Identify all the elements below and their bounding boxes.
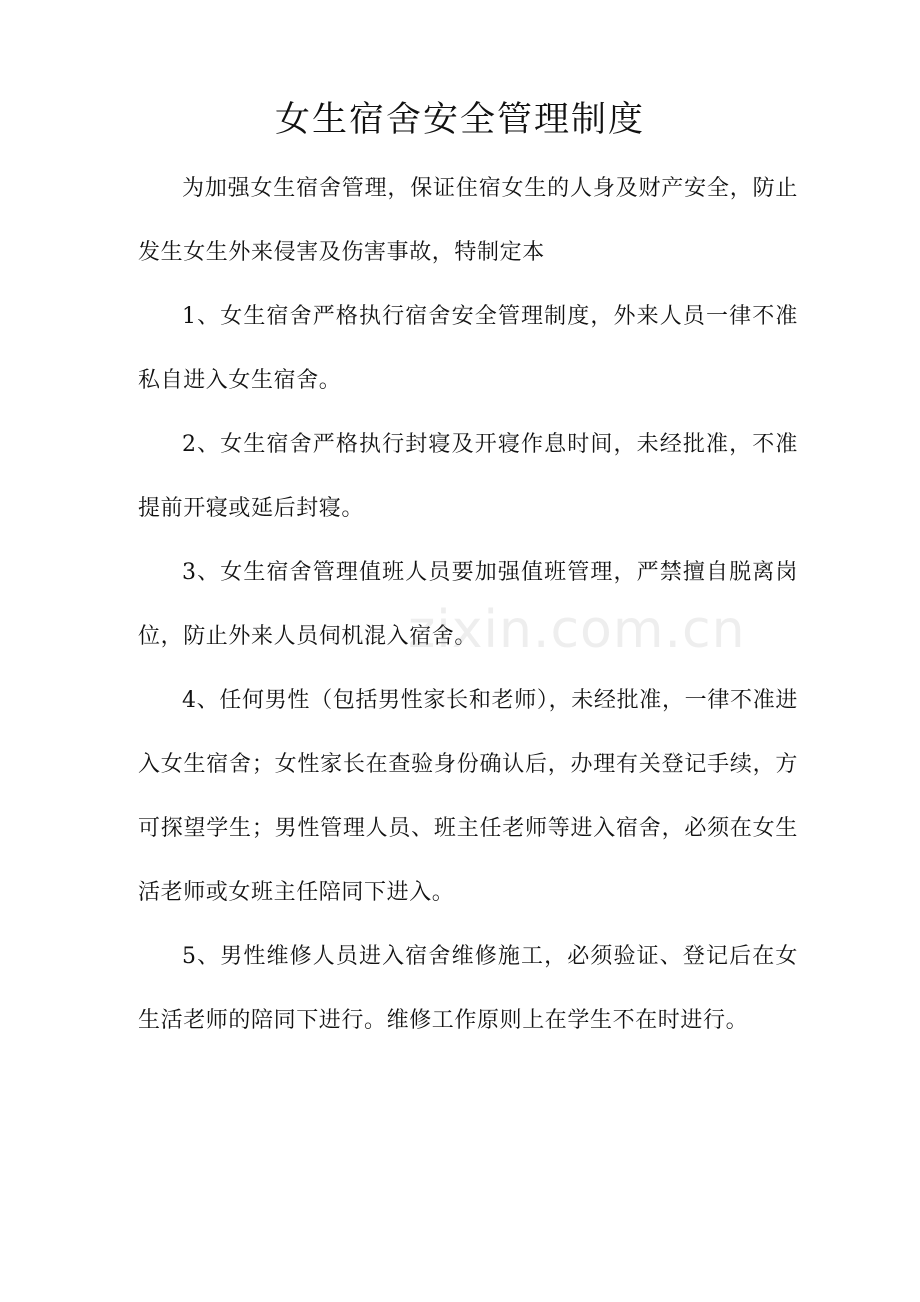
paragraph-rule-1: 1、女生宿舍严格执行宿舍安全管理制度，外来人员一律不准私自进入女生宿舍。: [138, 304, 798, 393]
paragraph-intro: 为加强女生宿舍管理，保证住宿女生的人身及财产安全，防止发生女生外来侵害及伤害事故，特制定本: [138, 176, 798, 265]
paragraph-rule-5: 5、男性维修人员进入宿舍维修施工，必须验证、登记后在女生活老师的陪同下进行。维修工作原则上在学生不在时进行。: [138, 944, 798, 1033]
paragraph-rule-2: 2、女生宿舍严格执行封寝及开寝作息时间，未经批准，不准提前开寝或延后封寝。: [138, 432, 798, 521]
document-title: 女生宿舍安全管理制度: [274, 100, 645, 140]
watermark-text: zixin.com.cn: [408, 600, 746, 660]
paragraph-rule-3: 3、女生宿舍管理值班人员要加强值班管理，严禁擅自脱离岗位，防止外来人员伺机混入宿舍。: [138, 560, 798, 649]
document-body: [138, 157, 798, 1053]
paragraph-rule-4: 4、任何男性（包括男性家长和老师），未经批准，一律不准进入女生宿舍；女性家长在查验身份确认后，办理有关登记手续，方可探望学生；男性管理人员、班主任老师等进入宿舍，必须在女生活老师或女班主任陪同下进入。: [138, 688, 798, 905]
